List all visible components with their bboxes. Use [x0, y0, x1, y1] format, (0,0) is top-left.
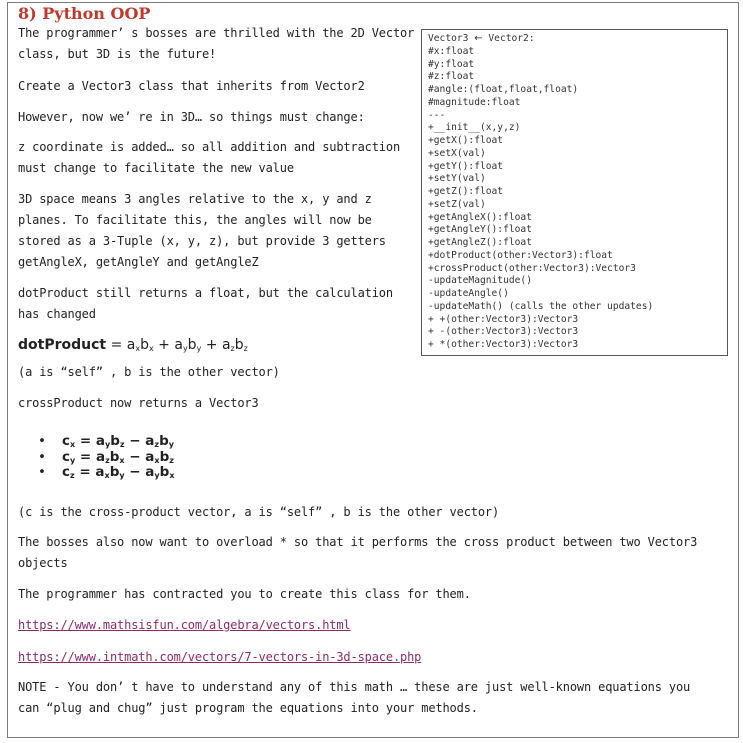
uml-member-line: #magnitude:float: [428, 96, 521, 108]
uml-member-line: -updateMath() (calls the other updates): [428, 300, 654, 312]
angles-line-4: getAngleX, getAngleY and getAngleZ: [18, 255, 259, 269]
link-intmath[interactable]: https://www.intmath.com/vectors/7-vectors-in-3d-space.php: [18, 650, 422, 664]
uml-member-line: +setZ(val): [428, 198, 486, 210]
cross-product-formulas: [38, 434, 174, 481]
uml-member-line: + -(other:Vector3):Vector3: [428, 326, 579, 338]
uml-header: [428, 33, 727, 46]
uml-member-line: +setY(val): [428, 173, 486, 185]
uml-member-line: + *(other:Vector3):Vector3: [428, 339, 579, 350]
intro-line-1: The programmer’ s bosses are thrilled with the 2D Vector: [18, 26, 415, 40]
uml-member-line: +getAngleY():float: [428, 224, 532, 236]
uml-member-line: -updateAngle(): [428, 288, 509, 299]
uml-member-line: -updateMagnitude(): [428, 275, 532, 287]
uml-member-line: +getAngleX():float: [428, 211, 532, 223]
dot-product-line-1: dotProduct still returns a float, but the calculation: [18, 286, 393, 300]
note-line-1: NOTE - You don’ t have to understand any of this math … these are just well-known equations you: [18, 680, 691, 694]
uml-class-diagram: [421, 29, 728, 356]
uml-members: [428, 46, 727, 352]
dot-product-line-2: has changed: [18, 307, 96, 321]
uml-member-line: +setX(val): [428, 147, 486, 159]
cross-product-intro: crossProduct now returns a Vector3: [18, 396, 259, 410]
link-mathsisfun[interactable]: https://www.mathsisfun.com/algebra/vectors.html: [18, 618, 351, 632]
contracted-line: The programmer has contracted you to create this class for them.: [18, 587, 471, 601]
cross-formula-cz: • $c_z = a_xb_y - a_yb_x$: [38, 465, 174, 481]
overload-line-1: The bosses also now want to overload * so that it performs the cross product between two Vector3: [18, 535, 698, 549]
a-self-note: (a is “self” , b is the other vector): [18, 365, 280, 379]
angles-line-2: planes. To facilitate this, the angles will now be: [18, 213, 372, 227]
uml-parent-name: Vector2:: [488, 33, 535, 44]
uml-member-line: +getAngleZ():float: [428, 237, 532, 248]
page-title: 8) Python OOP: [18, 4, 151, 23]
dot-product-formula: dotProduct = $a_xb_x + a_yb_y + a_zb_z$: [18, 337, 248, 353]
note-line-2: can “plug and chug” just program the equations into your methods.: [18, 701, 478, 715]
uml-member-line: ---: [428, 109, 446, 121]
inherit-instruction: Create a Vector3 class that inherits from Vector2: [18, 79, 365, 93]
inheritance-arrow-icon: ←: [474, 33, 483, 44]
angles-line-3: stored as a 3-Tuple (x, y, z), but provide 3 getters: [18, 234, 386, 248]
uml-member-line: #angle:(float,float,float): [428, 84, 579, 95]
uml-member-line: +__init__(x,y,z): [428, 122, 521, 134]
angles-line-1: 3D space means 3 angles relative to the x, y and z: [18, 192, 372, 206]
cross-formula-cy: • $c_y = a_zb_x - a_xb_z$: [38, 450, 174, 466]
changes-heading: However, now we’ re in 3D… so things must change:: [18, 110, 365, 124]
z-coordinate-line-2: must change to facilitate the new value: [18, 161, 294, 175]
uml-member-line: +crossProduct(other:Vector3):Vector3: [428, 262, 636, 274]
cross-formula-cx: • $c_x = a_yb_z - a_zb_y$: [38, 434, 174, 450]
uml-member-line: #z:float: [428, 71, 475, 83]
uml-member-line: #y:float: [428, 58, 475, 70]
uml-member-line: +dotProduct(other:Vector3):float: [428, 249, 613, 261]
uml-member-line: + +(other:Vector3):Vector3: [428, 313, 579, 325]
c-vector-note: (c is the cross-product vector, a is “self” , b is the other vector): [18, 505, 500, 519]
uml-member-line: #x:float: [428, 45, 475, 57]
uml-class-name: Vector3: [428, 33, 469, 44]
z-coordinate-line-1: z coordinate is added… so all addition and subtraction: [18, 140, 401, 154]
uml-member-line: +getY():float: [428, 160, 504, 172]
uml-member-line: +getX():float: [428, 135, 504, 146]
intro-line-2: class, but 3D is the future!: [18, 47, 217, 61]
overload-line-2: objects: [18, 556, 68, 570]
uml-member-line: +getZ():float: [428, 186, 504, 197]
